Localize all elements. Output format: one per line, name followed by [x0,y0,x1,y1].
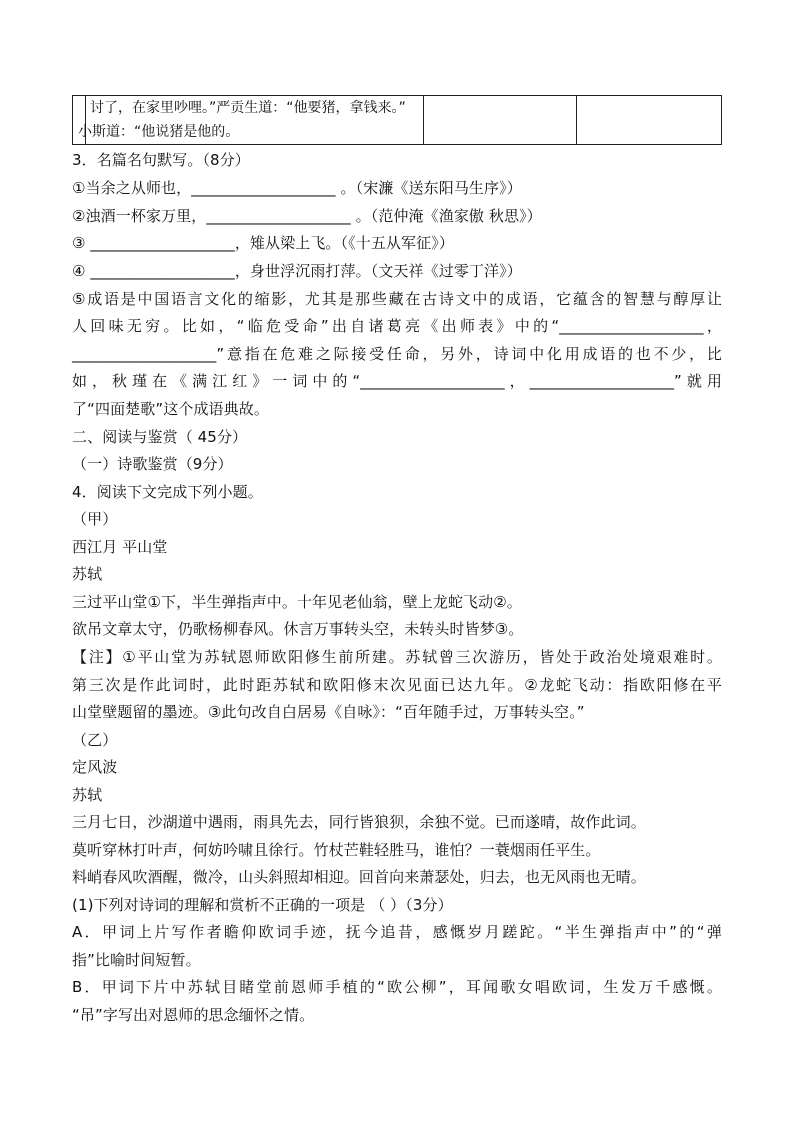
poem-a-label: （甲） [72,510,118,528]
poem-a-line-1: 三过平山堂①下，半生弹指声中。十年见老仙翁，壁上龙蛇飞动②。 [72,593,522,611]
poem-a-title: 西江月 平山堂 [72,538,168,556]
q3-line-7: ___________________”意指在危难之际接受任命，另外，诗词中化用成语的也不少，比 [72,345,722,363]
table-text-line-2: 小斯道：“他说猪是他的。 [78,124,240,140]
section-2-title: 二、阅读与鉴赏（ 45分） [72,428,248,446]
q3-line-1: ①当余之从师也，___________________ 。（宋濂《送东阳马生序》） [72,179,522,197]
question-4-1-stem: (1)下列对诗词的理解和赏析不正确的一项是 （ ）（3分） [72,896,453,914]
option-b-line-2: “吊”字写出对恩师的思念缅怀之情。 [72,1006,315,1024]
table-cell-empty [577,96,722,145]
q3-line-3: ③ ___________________，雉从梁上飞。（《十五从军征》） [72,234,454,252]
table-cell-empty [424,96,577,145]
poem-b-preface: 三月七日，沙湖道中遇雨，雨具先去，同行皆狼狈，余独不觉。已而遂晴，故作此词。 [72,813,646,831]
q3-line-9: 了“四面楚歌”这个成语典故。 [72,400,269,418]
q3-line-8: 如，秋瑾在《满江红》一词中的“___________________，___________________”就用 [72,372,722,390]
poem-a-note-2: 第三次是作此词时，此时距苏轼和欧阳修末次见面已达九年。②龙蛇飞动：指欧阳修在平 [72,676,722,694]
table-text-line-1: 讨了，在家里吵哩。”严贡生道：“他要猪，拿钱来。” [90,100,406,116]
poem-b-label: （乙） [72,731,118,749]
poem-a-note-1: 【注】①平山堂为苏轼恩师欧阳修生前所建。苏轼曾三次游历，皆处于政治处境艰难时。 [72,648,722,666]
poem-a-note-3: 山堂壁题留的墨迹。③此句改自白居易《自咏》：“百年随手过，万事转头空。” [72,703,585,721]
poem-a-line-2: 欲吊文章太守，仍歌杨柳春风。休言万事转头空，未转头时皆梦③。 [72,620,524,638]
option-b-line-1: B．甲词下片中苏轼目睹堂前恩师手植的“欧公柳”，耳闻歌女唱欧词，生发万千感慨。 [72,978,722,996]
q3-line-5: ⑤成语是中国语言文化的缩影，尤其是那些藏在古诗文中的成语，它蕴含的智慧与醇厚让 [72,290,722,308]
poem-b-title: 定风波 [72,758,118,776]
poem-b-line-1: 莫听穿林打叶声，何妨吟啸且徐行。竹杖芒鞋轻胜马，谁怕？一蓑烟雨任平生。 [72,841,601,859]
section-2-subtitle: （一）诗歌鉴赏（9分） [72,455,233,473]
poem-a-author: 苏轼 [72,565,103,583]
table-cell-text [78,96,424,145]
q3-line-6: 人回味无穷。比如，“临危受命”出自诸葛亮《出师表》中的“___________________， [72,317,722,335]
question-4-title: 4．阅读下文完成下列小题。 [72,483,263,501]
question-3-title: 3．名篇名句默写。（8分） [72,151,250,169]
poem-b-author: 苏轼 [72,786,103,804]
story-table-fragment [72,95,722,145]
option-a-line-1: A．甲词上片写作者瞻仰欧词手迹，抚今追昔，感慨岁月蹉跎。“半生弹指声中”的“弹 [72,923,722,941]
q3-line-4: ④ ___________________，身世浮沉雨打萍。（文天祥《过零丁洋》） [72,262,522,280]
q3-line-2: ②浊酒一杯家万里，___________________ 。（范仲淹《渔家傲 秋思》） [72,207,542,225]
poem-b-line-2: 料峭春风吹酒醒，微冷，山头斜照却相迎。回首向来萧瑟处，归去，也无风雨也无晴。 [72,868,646,886]
option-a-line-2: 指”比喻时间短暂。 [72,951,201,969]
